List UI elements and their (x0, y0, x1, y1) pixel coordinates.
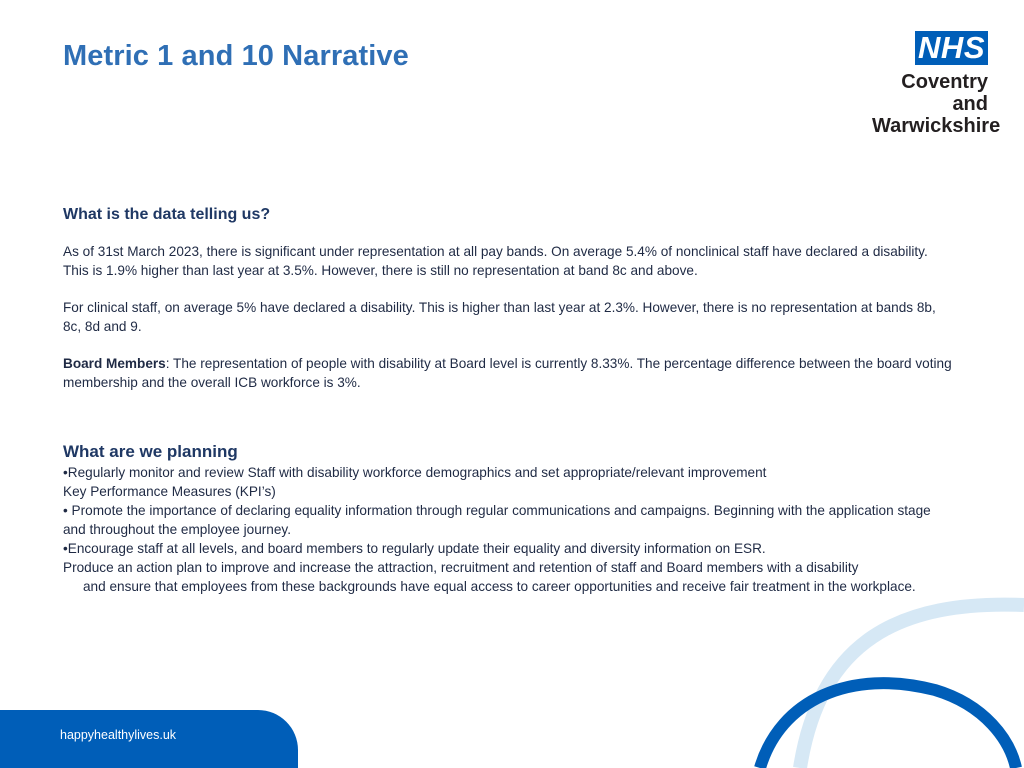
board-paragraph (63, 354, 953, 392)
logo-line-1: Coventry and (901, 71, 988, 115)
narrative-content (63, 205, 953, 596)
board-text: : The representation of people with disability at Board level is currently 8.33%. The percentage difference between the board voting membership and the overall ICB workforce is 3%. (63, 356, 952, 390)
logo-line-2: Warwickshire (872, 115, 1001, 137)
board-label: Board Members (63, 356, 166, 371)
plan-item-1b: Key Performance Measures (KPI’s) (63, 484, 276, 499)
plan-item-4b: and ensure that employees from these backgrounds have equal access to career opportunities and receive fair treatment in the workplace. (83, 579, 916, 594)
nhs-badge: NHS (915, 31, 988, 65)
plan-item-2: • Promote the importance of declaring equality information through regular communications and campaigns. Beginning with the application stage and throughout the employee journey. (63, 503, 931, 537)
footer-url[interactable]: happyhealthylives.uk (60, 728, 177, 742)
nhs-logo (872, 30, 1001, 137)
plan-item-3: •Encourage staff at all levels, and board members to regularly update their equality and diversity information on ESR. (63, 541, 766, 556)
plan-item-1a: •Regularly monitor and review Staff with disability workforce demographics and set appropriate/relevant improvement (63, 465, 767, 480)
data-heading: What is the data telling us? (63, 206, 271, 223)
plan-item-4a: Produce an action plan to improve and increase the attraction, recruitment and retention of staff and Board members with a disability (63, 560, 859, 575)
nonclinical-paragraph: As of 31st March 2023, there is significant under representation at all pay bands. On average 5.4% of nonclinical staff have declared a disability. This is 1.9% higher than last year at 3.5%. However, there is still no representation at band 8c and above. (63, 244, 928, 278)
page-title: Metric 1 and 10 Narrative (63, 40, 409, 72)
planning-heading: What are we planning (63, 442, 238, 461)
clinical-paragraph: For clinical staff, on average 5% have declared a disability. This is higher than last year at 2.3%. However, there is no representation at bands 8b, 8c, 8d and 9. (63, 300, 936, 334)
